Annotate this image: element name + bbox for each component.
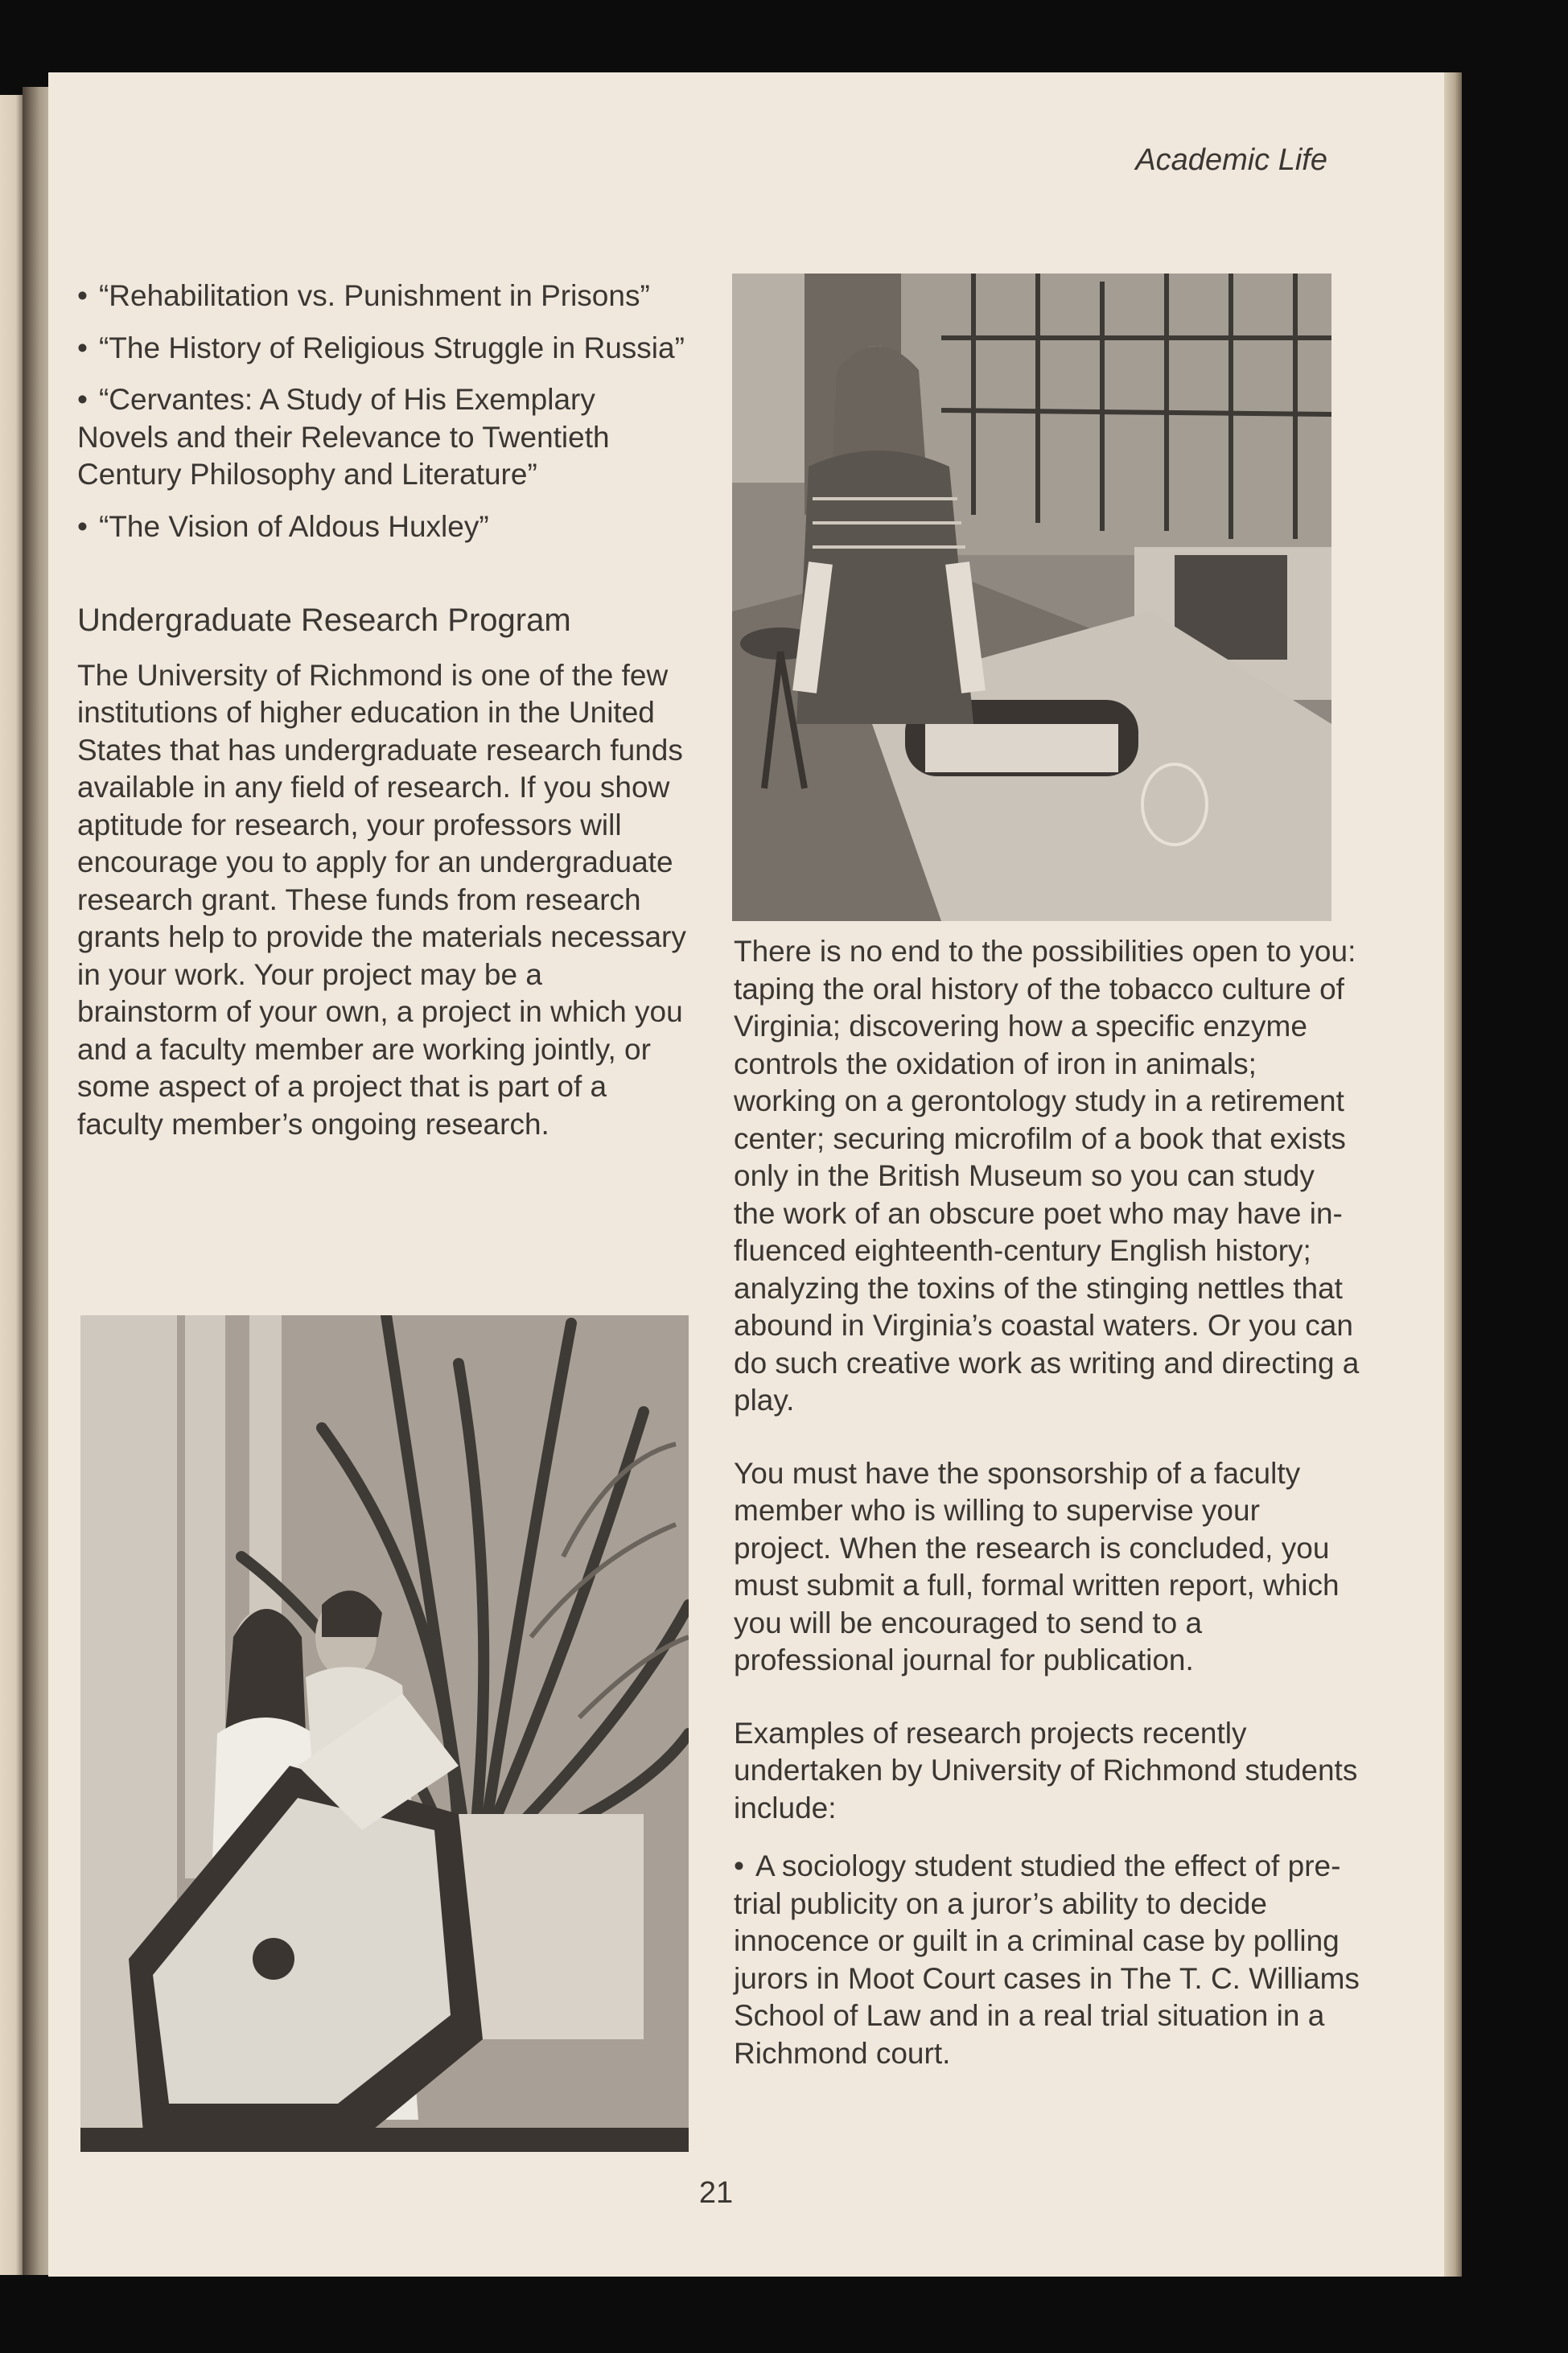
bullet-icon: • (77, 509, 88, 543)
right-column (734, 933, 1361, 2087)
body-paragraph: Examples of research projects recently undertaken by University of Richmond students include: (734, 1716, 1358, 1824)
page-edge (1444, 72, 1462, 2277)
bullet-item (77, 381, 689, 494)
bullet-item (77, 508, 689, 546)
left-page-sliver (0, 95, 23, 2275)
body-paragraph: You must have the sponsorship of a faculty member who is willing to supervise your project. When the research is concluded, you must submit a full, formal written report, which you will be encouraged to send to a professional journal for publication. (734, 1456, 1340, 1676)
left-column (77, 278, 689, 1143)
sculpture-photo-icon (80, 1315, 689, 2152)
bullet-icon: • (77, 331, 88, 364)
page-number: 21 (698, 2176, 734, 2210)
bullet-item (77, 330, 689, 368)
bullet-text: “The Vision of Aldous Huxley” (98, 509, 489, 543)
bullet-icon: • (77, 279, 88, 312)
lab-photo-icon (732, 274, 1331, 921)
bullet-icon: • (77, 383, 88, 416)
lab-photo (732, 274, 1331, 921)
bullet-icon: • (734, 1849, 744, 1882)
section-heading: Undergraduate Research Program (77, 603, 571, 638)
body-paragraph: The University of Richmond is one of the few institutions of higher education in the United States that has undergraduate research funds available in any field of research. If you show aptitude for research, your professors will encourage you to apply for an undergraduate research grant. These funds from research grants help to provide the materials necessary in your work. Your project may be a brainstorm of your own, a project in which you and a faculty member are working jointly, or some aspect of a project that is part of a faculty member’s ongoing research. (77, 658, 686, 1141)
body-paragraph: There is no end to the possibilities open to you: taping the oral history of the tobacco culture of Virginia; discovering how a specific enzyme controls the oxidation of iron in animals; working on a gerontology study in a retirement center; securing microfilm of a book that exists only in the British Museum so you can study the work of an obscure poet who may have in-fluenced eighteenth-century English history; analyzing the toxins of the stinging nettles that abound in Virginia’s coastal waters. Or you can do such creative work as writing and directing a play. (734, 935, 1360, 1417)
sculpture-photo (80, 1315, 689, 2152)
bullet-text: A sociology student studied the effect of pre-trial publicity on a juror’s ability to decide innocence or guilt in a criminal case by polling jurors in Moot Court cases in The T. C. Williams School of Law and in a real trial situation in a Richmond court. (734, 1849, 1360, 2070)
bullet-text: “Cervantes: A Study of His Exemplary Novels and their Relevance to Twentieth Century Philosophy and Literature” (77, 383, 610, 491)
bullet-item (734, 1848, 1361, 2072)
bullet-item (77, 278, 689, 315)
bullet-text: “The History of Religious Struggle in Russia” (98, 331, 685, 364)
running-head: Academic Life (1135, 143, 1327, 177)
bullet-text: “Rehabilitation vs. Punishment in Prisons” (98, 279, 650, 312)
